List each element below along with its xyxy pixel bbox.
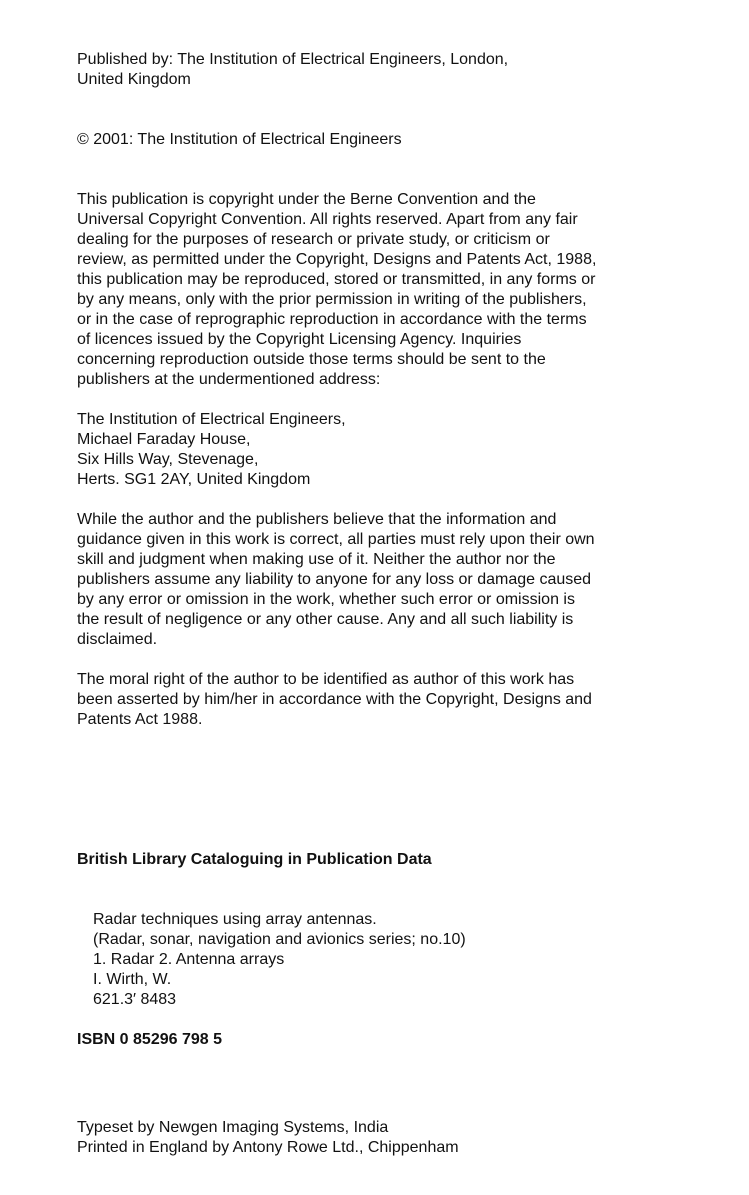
address-line: Michael Faraday House,: [77, 431, 251, 448]
notice-line: or in the case of reprographic reproduction in accordance with the terms: [77, 311, 587, 328]
notice-line: of licences issued by the Copyright Licensing Agency. Inquiries: [77, 331, 522, 348]
cataloguing-line: 621.3′ 8483: [93, 991, 177, 1008]
copyright-line-block: [77, 130, 677, 150]
disclaimer-paragraph: [77, 510, 677, 650]
cataloguing-heading-block: [77, 850, 677, 870]
cataloguing-line: I. Wirth, W.: [93, 971, 172, 988]
disclaimer-line: publishers assume any liability to anyone for any loss or damage caused: [77, 571, 592, 588]
moral-right-line: Patents Act 1988.: [77, 711, 203, 728]
notice-line: by any means, only with the prior permission in writing of the publishers,: [77, 291, 587, 308]
copyright-notice-paragraph: [77, 190, 677, 390]
address-line: Herts. SG1 2AY, United Kingdom: [77, 471, 311, 488]
cataloguing-line: 1. Radar 2. Antenna arrays: [93, 951, 285, 968]
notice-line: review, as permitted under the Copyright, Designs and Patents Act, 1988,: [77, 251, 597, 268]
disclaimer-line: by any error or omission in the work, whether such error or omission is: [77, 591, 575, 608]
disclaimer-line: guidance given in this work is correct, all parties must rely upon their own: [77, 531, 595, 548]
cataloguing-line: (Radar, sonar, navigation and avionics series; no.10): [93, 931, 466, 948]
moral-right-paragraph: [77, 670, 677, 730]
cataloguing-heading: British Library Cataloguing in Publication Data: [77, 851, 432, 868]
isbn-block: [77, 1030, 677, 1050]
production-line: Printed in England by Antony Rowe Ltd., Chippenham: [77, 1139, 459, 1156]
publisher-line: Published by: The Institution of Electrical Engineers, London,: [77, 51, 509, 68]
disclaimer-line: disclaimed.: [77, 631, 158, 648]
disclaimer-line: While the author and the publishers believe that the information and: [77, 511, 557, 528]
cataloguing-line: Radar techniques using array antennas.: [93, 911, 377, 928]
moral-right-line: The moral right of the author to be identified as author of this work has: [77, 671, 575, 688]
moral-right-line: been asserted by him/her in accordance with the Copyright, Designs and: [77, 691, 592, 708]
notice-line: concerning reproduction outside those terms should be sent to the: [77, 351, 546, 368]
notice-line: This publication is copyright under the Berne Convention and the: [77, 191, 536, 208]
copyright-line: © 2001: The Institution of Electrical Engineers: [77, 131, 402, 148]
address-line: Six Hills Way, Stevenage,: [77, 451, 259, 468]
disclaimer-line: the result of negligence or any other cause. Any and all such liability is: [77, 611, 574, 628]
cataloguing-entry: [93, 910, 693, 1010]
publisher-block: [77, 50, 677, 90]
disclaimer-line: skill and judgment when making use of it. Neither the author nor the: [77, 551, 556, 568]
notice-line: publishers at the undermentioned address:: [77, 371, 381, 388]
notice-line: dealing for the purposes of research or private study, or criticism or: [77, 231, 550, 248]
address-block: [77, 410, 677, 490]
notice-line: Universal Copyright Convention. All rights reserved. Apart from any fair: [77, 211, 578, 228]
production-line: Typeset by Newgen Imaging Systems, India: [77, 1119, 389, 1136]
notice-line: this publication may be reproduced, stored or transmitted, in any forms or: [77, 271, 596, 288]
publisher-line: United Kingdom: [77, 71, 191, 88]
production-block: [77, 1118, 677, 1158]
address-line: The Institution of Electrical Engineers,: [77, 411, 346, 428]
isbn: ISBN 0 85296 798 5: [77, 1031, 222, 1048]
